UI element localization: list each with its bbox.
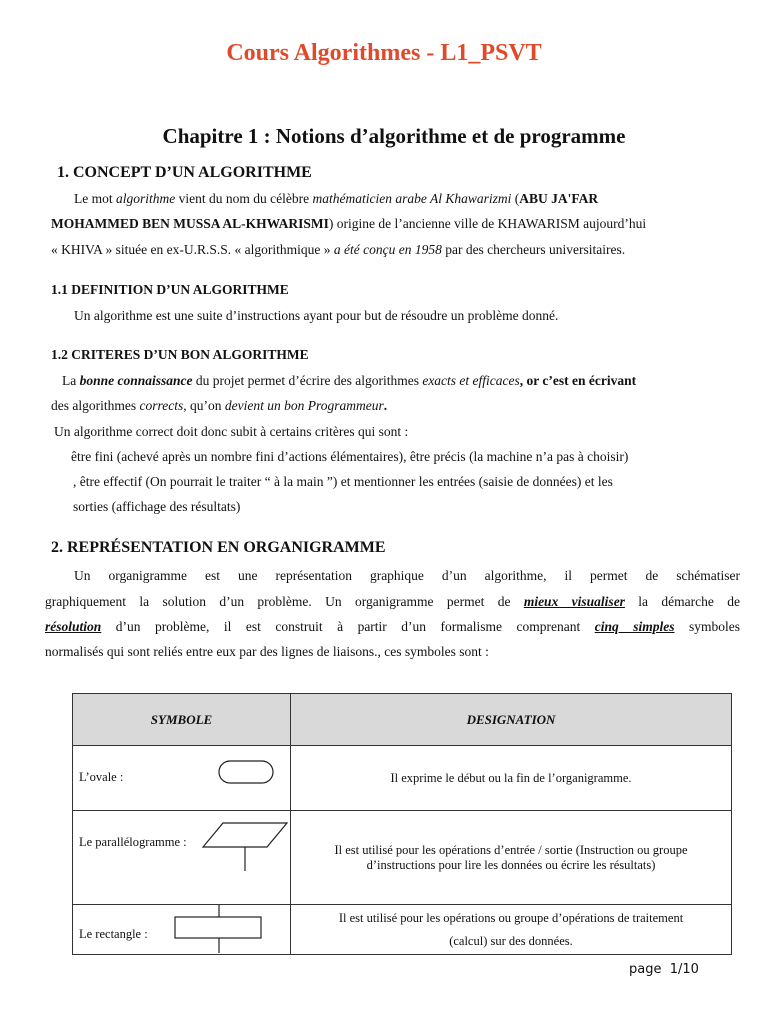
symbols-table <box>72 693 732 955</box>
rectangle-shape-icon <box>173 905 265 953</box>
text-run: d’un problème, il est construit à partir d’un formalisme comprenant <box>101 619 595 634</box>
symbol-label: Le parallélogramme : <box>79 835 187 849</box>
text-run-emphasis: mieux visualiser <box>523 594 625 609</box>
text-run-italic: algorithme <box>116 191 176 206</box>
section-1-heading: 1. CONCEPT D’UN ALGORITHME <box>57 164 312 181</box>
text-run-emphasis: résolution <box>45 619 102 634</box>
symbol-label: Le rectangle : <box>79 927 148 941</box>
section-2-line-1: Un organigramme est une représentation graphique d’un algorithme, il permet de schématiser <box>74 568 740 583</box>
text-run: symboles <box>674 619 740 634</box>
text-run-italic: a été conçu en 1958 <box>333 242 442 257</box>
page-number <box>629 962 699 977</box>
text-run-bold: ABU JA'FAR <box>519 191 599 206</box>
section-1-2-line-6: sorties (affichage des résultats) <box>73 499 241 514</box>
section-1-line-2 <box>51 216 646 232</box>
text-run-italic: exacts et efficaces <box>422 373 520 388</box>
chapter-title: Chapitre 1 : Notions d’algorithme et de programme <box>162 124 626 148</box>
section-1-2-line-3: Un algorithme correct doit donc subit à certains critères qui sont : <box>54 424 409 439</box>
text-run: , qu’on <box>183 398 225 413</box>
text-run: La <box>62 373 80 388</box>
text-run-bold: . <box>383 398 388 413</box>
table-header-symbole: SYMBOLE <box>73 694 291 746</box>
symbol-cell <box>73 746 291 811</box>
text-run-italic: devient un bon Programmeur <box>224 398 384 413</box>
section-2-heading: 2. REPRÉSENTATION EN ORGANIGRAMME <box>51 539 386 556</box>
text-run-emphasis: cinq simples <box>594 619 675 634</box>
symbol-cell <box>73 811 291 905</box>
course-title: Cours Algorithmes - L1_PSVT <box>226 40 542 66</box>
designation-line: d’instructions pour lire les données ou écrire les résultats) <box>366 857 656 872</box>
section-2-line-2 <box>45 594 740 610</box>
text-run: du projet permet d’écrire des algorithmes <box>192 373 423 388</box>
section-1-1-text: Un algorithme est une suite d’instructions ayant pour but de résoudre un problème donné. <box>74 308 559 323</box>
parallelogram-shape-icon <box>201 821 291 873</box>
section-1-line-3 <box>51 242 625 258</box>
table-row <box>73 746 732 811</box>
text-run: « KHIVA » située en ex-U.R.S.S. « algorithmique » <box>51 242 334 257</box>
section-1-2-line-4: être fini (achevé après un nombre fini d’actions élémentaires), être précis (la machine n’a pas à choisir) <box>71 449 629 464</box>
text-run: par des chercheurs universitaires. <box>441 242 626 257</box>
page-number-value: 1/10 <box>669 962 699 977</box>
text-run: ( <box>511 191 520 206</box>
designation-line: Il est utilisé pour les opérations ou groupe d’opérations de traitement <box>338 910 684 925</box>
symbol-cell <box>73 905 291 955</box>
table-row <box>73 811 732 905</box>
text-run: la démarche de <box>624 594 740 609</box>
text-run: graphiquement la solution d’un problème. Un organigramme permet de <box>45 594 524 609</box>
section-2-line-3 <box>45 619 740 635</box>
section-1-2-line-1 <box>62 373 636 389</box>
section-1-2-line-5: , être effectif (On pourrait le traiter “ à la main ”) et mentionner les entrées (saisie de données) et les <box>73 474 613 489</box>
designation-line: (calcul) sur des données. <box>449 933 573 948</box>
designation-line: Il est utilisé pour les opérations d’entrée / sortie (Instruction ou groupe <box>334 842 688 857</box>
text-run-italic: corrects <box>139 398 184 413</box>
section-1-2-line-2 <box>51 398 387 414</box>
text-run: ) origine de l’ancienne ville de KHAWARISM aujourd’hui <box>328 216 647 231</box>
table-header-designation: DESIGNATION <box>291 694 732 746</box>
section-1-1-heading: 1.1 DEFINITION D’UN ALGORITHME <box>51 282 289 297</box>
designation-cell <box>291 811 732 905</box>
section-2-line-4: normalisés qui sont reliés entre eux par des lignes de liaisons., ces symboles sont : <box>45 644 489 659</box>
oval-shape-icon <box>218 760 274 784</box>
text-run: des algorithmes <box>51 398 140 413</box>
table-header-row <box>73 694 732 746</box>
designation-cell <box>291 905 732 955</box>
page-label: page <box>629 962 662 977</box>
section-1-2-heading: 1.2 CRITERES D’UN BON ALGORITHME <box>51 347 309 362</box>
text-run-italic: mathématicien arabe Al Khawarizmi <box>312 191 512 206</box>
text-run: , or c’est en écrivant <box>519 373 637 388</box>
table-row <box>73 905 732 955</box>
text-run: Le mot <box>74 191 116 206</box>
symbol-label: L’ovale : <box>79 770 124 784</box>
text-run-bold: MOHAMMED BEN MUSSA AL-KHWARISMI <box>51 216 329 231</box>
text-run-bold-italic: bonne connaissance <box>79 373 193 388</box>
designation-cell: Il exprime le début ou la fin de l’organigramme. <box>291 746 732 811</box>
text-run: vient du nom du célèbre <box>175 191 313 206</box>
section-1-line-1 <box>74 191 740 207</box>
